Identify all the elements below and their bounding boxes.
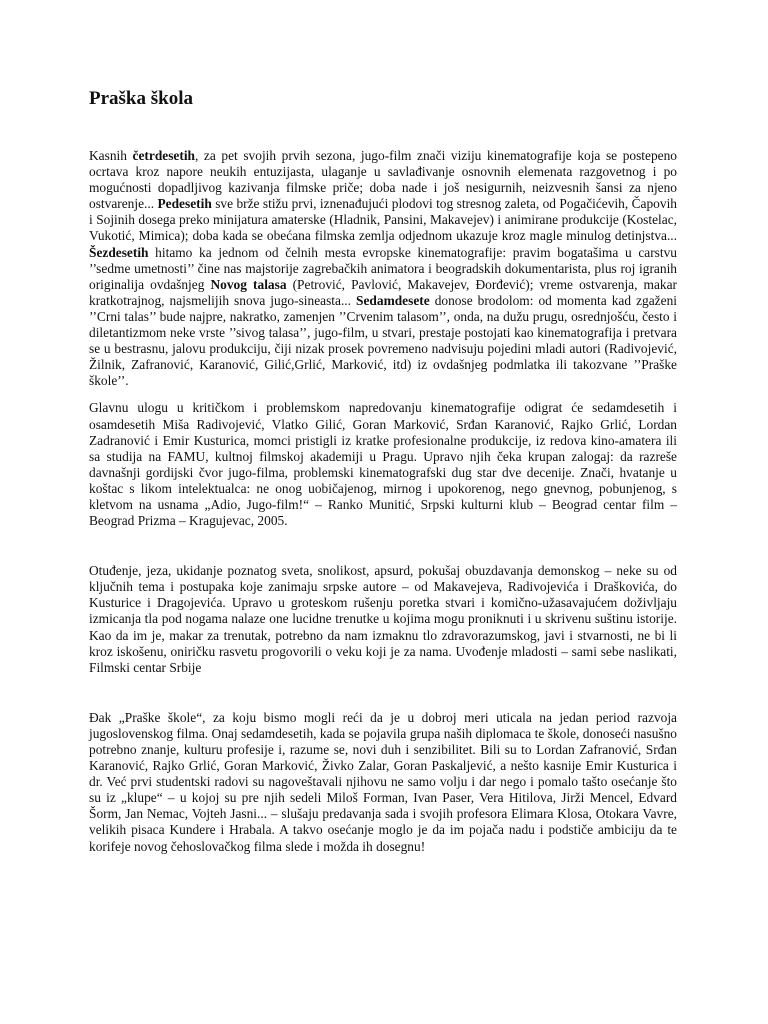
bold-term: Šezdesetih [89,244,149,260]
text-run: sve brže stižu prvi, iznenađujući plodovi tog stresnog zaleta, od Pogačićevih, Čapovih i Sojinih dosega preko minijatura amaterske (Hladnik, Pansini, Makavejev) i animirane produkcije (Kostelac, Vukotić, Mimica); doba kada se obećana filmska zemlja odjednom ukazuje kroz magle minulog detinjstva... [89,196,677,244]
bold-term: Pedesetih [157,196,212,212]
text-run: hitamo ka jednom od čelnih mesta evropske kinematografije: pravim bogatašima u carstvu ’’sedme umetnosti’’ čine nas majstorije zagrebačkih animatora i beogradskih dokumentarista, plus roj igranih originalija ovdašnjeg [89,244,677,292]
paragraph-critical-role: Glavnu ulogu u kritičkom i problemskom napredovanju kinematografije odigrat će sedamdesetih i osamdesetih Miša Radivojević, Vlatko Gilić, Goran Marković, Srđan Karanović, Rajko Grlić, Lordan Zadranović i Emir Kusturica, momci pristigli iz kratke profesionalne produkcije, iz redova kino-amatera ili sa studija na FAMU, kultnoj filmskoj akademiji u Pragu. Upravo njih čeka krupan zalogaj: da razreše davnašnji gordijski čvor jugo-filma, problemski kinematografski dug star dve decenije. Znači, hvatanje u koštac s likom intelektualca: ne onog uobičajenog, mirnog i upokorenog, nego gnevnog, pobunjenog, s kletvom na usnama „Adio, Jugo-film!“ – Ranko Munitić, Srpski kulturni klub – Beograd centar film – Beograd Prizma – Kragujevac, 2005. [89,400,677,529]
text-run: Kasnih [89,148,133,163]
text-run: (Petrović, Pavlović, Makavejev, Đorđević); vreme ostvarenja, makar kratkotrajnog, najsmelijih snova jugo-sineasta... [89,276,677,308]
paragraph-decades [89,148,677,389]
text-run: , za pet svojih prvih sezona, jugo-film znači viziju kinematografije koja se postepeno ocrtava kroz napore neukih entuzijasta, ulaganje u savlađivanje osnovnih elemenata razgovetnog i po mogućnosti dopadljivog kazivanja filmske priče; doba nade i još nesigurnih, neizvesnih šansi za njeno ostvarenje... [89,148,677,212]
text-run: donose brodolom: od momenta kad zgaženi ’’Crni talas’’ bude najpre, nakratko, zamenjen ’’Crvenim talasom’’, onda, na dužu prugu, osrednjošću, često i diletantizmom neke vrste ’’sivog talasa’’, jugo-film, u stvari, prestaje postojati kao kinematografija i pretvara se u bestrasnu, jalovu produkciju, čiji nizak prosek povremeno nadvisuju pojedini mladi autori (Radivojević, Žilnik, Zafranović, Karanović, Gilić,Grlić, Marković, itd) iz ovdašnjeg podmlatka ili takozvane ’’Praške škole’’. [89,292,677,389]
paragraph-themes: Otuđenje, jeza, ukidanje poznatog sveta, snolikost, apsurd, pokušaj obuzdavanja demonskog – neke su od ključnih tema i postupaka koje zanimaju srpske autore – od Makavejeva, Radivojevića i Draškovića, do Kusturice i Dragojevića. Upravo u groteskom rušenju poretka stvari i komično-užasavajućem doživljaju izmicanja tla pod nogama nalaze one lucidne trenutke u kojima mogu proniknuti i u skrivenu suštinu istorije. Kao da im je, makar za trenutak, potrebno da nam izmaknu tlo zdravorazumskog, javi i stvarnosti, ne bi li kroz iskošenu, oniričku rasvetu progovorili o veku koji je za nama. Uvođenje mladosti – sami sebe naslikati, Filmski centar Srbije [89,563,677,675]
bold-term: četrdesetih [132,148,195,163]
bold-term: Sedamdesete [356,292,430,308]
document-page [89,88,677,855]
bold-term: Novog talasa [210,276,287,292]
paragraph-prague-school: Đak „Praške škole“, za koju bismo mogli reći da je u dobroj meri uticala na jedan period razvoja jugoslovenskog filma. Onaj sedamdesetih, kada se pojavila grupa naših diplomaca te škole, donoseći nasušno potrebno znanje, kulturu profesije i, razume se, novi duh i senzibilitet. Bili su to Lordan Zafranović, Srđan Karanović, Rajko Grlić, Goran Marković, Živko Zalar, Goran Paskaljević, a nešto kasnije Emir Kusturica i dr. Već prvi studentski radovi su nagoveštavali njihovu ne samo volju i dar nego i pomalo tašto osećanje što su iz „klupe“ – u kojoj su pre njih sedeli Miloš Forman, Ivan Paser, Vera Hitilova, Jirži Mencel, Edvard Šorm, Jan Nemac, Vojteh Jasni... – slušaju predavanja sada i svojih profesora Elimara Klosa, Otokara Vavre, velikih pisaca Kundere i Hrabala. A takvo osećanje moglo je da im pojača nadu i podstiče ambiciju da te korifeje novog čehoslovačkog filma slede i možda ih dosegnu! [89,709,677,854]
document-title: Praška škola [89,88,193,109]
